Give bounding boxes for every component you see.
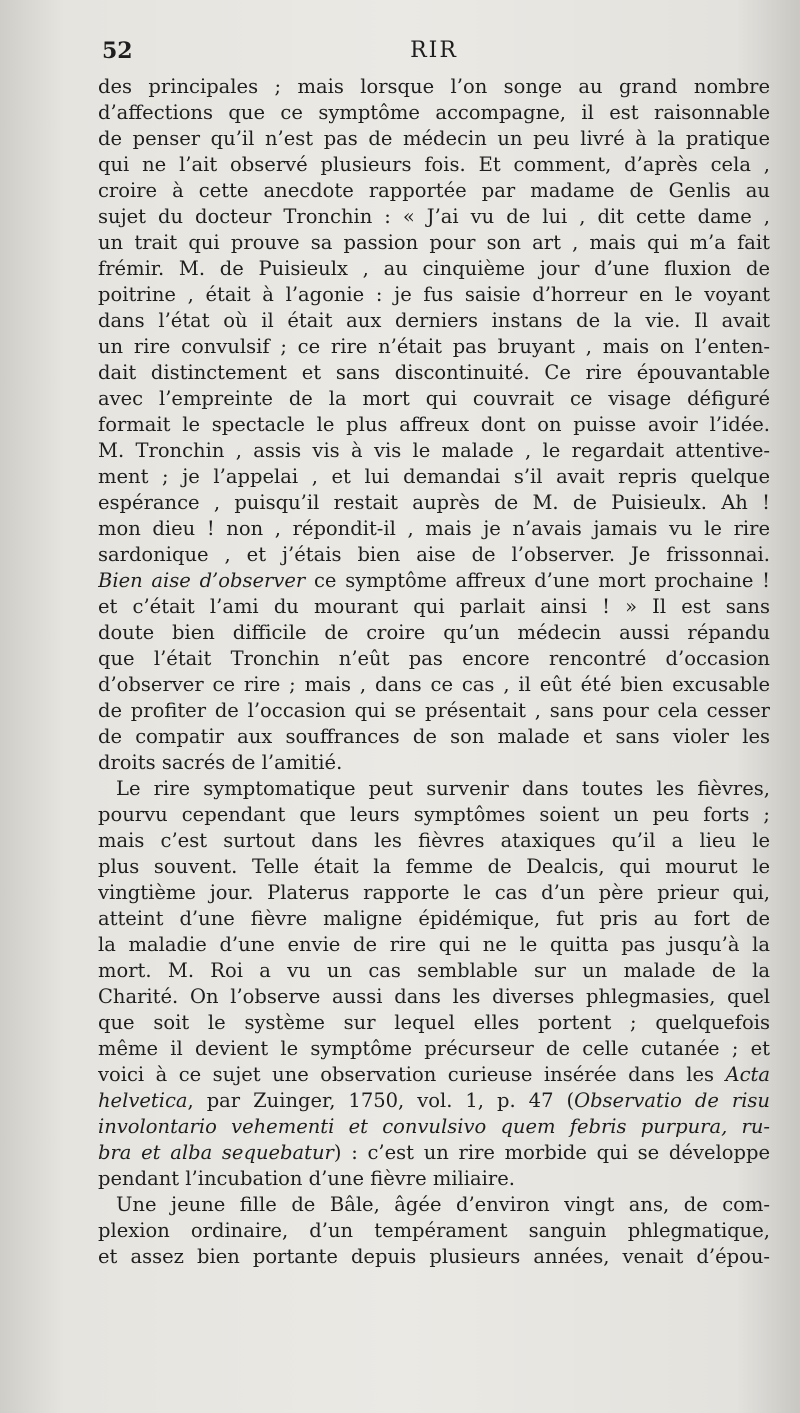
text-line: doute bien difficile de croire qu’un médecin aussi répandu bbox=[98, 621, 770, 644]
text-line: espérance , puisqu’il restait auprès de M. de Puisieulx. Ah ! bbox=[98, 491, 770, 514]
text-line: mon dieu ! non , répondit-il , mais je n’avais jamais vu le rire bbox=[98, 517, 770, 540]
text-line: que soit le système sur lequel elles portent ; quelquefois bbox=[98, 1011, 770, 1034]
text-line: dans l’état où il était aux derniers instans de la vie. Il avait bbox=[98, 309, 770, 332]
text-line: croire à cette anecdote rapportée par madame de Genlis au bbox=[98, 179, 770, 202]
italic-phrase: Observatio de risu bbox=[574, 1089, 770, 1112]
text-line: mais c’est surtout dans les fièvres ataxiques qu’il a lieu le bbox=[98, 829, 770, 852]
text-line: ment ; je l’appelai , et lui demandai s’il avait repris quelque bbox=[98, 465, 770, 488]
text-line: M. Tronchin , assis vis à vis le malade , le regardait attentive- bbox=[98, 439, 770, 462]
text-line: avec l’empreinte de la mort qui couvrait ce visage défiguré bbox=[98, 387, 770, 410]
body-text bbox=[98, 74, 770, 1270]
text-line: d’affections que ce symptôme accompagne, il est raisonnable bbox=[98, 101, 770, 124]
text-line: frémir. M. de Puisieulx , au cinquième jour d’une fluxion de bbox=[98, 257, 770, 280]
text-line: pendant l’incubation d’une fièvre miliaire. bbox=[98, 1167, 515, 1190]
text-line: sujet du docteur Tronchin : « J’ai vu de lui , dit cette dame , bbox=[98, 205, 770, 228]
text-line: poitrine , était à l’agonie : je fus saisie d’horreur en le voyant bbox=[98, 283, 770, 306]
text-line: bra et alba sequebatur) : c’est un rire morbide qui se développe bbox=[98, 1141, 770, 1164]
italic-phrase: involontario vehementi et convulsivo quem febris purpura, ru- bbox=[98, 1115, 770, 1138]
text-line: Charité. On l’observe aussi dans les diverses phlegmasies, quel bbox=[98, 985, 770, 1008]
running-head bbox=[98, 38, 770, 74]
text-line: de compatir aux souffrances de son malade et sans violer les bbox=[98, 725, 770, 748]
text-line bbox=[98, 1114, 770, 1140]
text-line: mort. M. Roi a vu un cas semblable sur un malade de la bbox=[98, 959, 770, 982]
text-line: helvetica, par Zuinger, 1750, vol. 1, p. 47 (Observatio de risu bbox=[98, 1089, 770, 1112]
italic-phrase: helvetica bbox=[98, 1089, 188, 1112]
text-line: qui ne l’ait observé plusieurs fois. Et comment, d’après cela , bbox=[98, 153, 770, 176]
text-line: un rire convulsif ; ce rire n’était pas bruyant , mais on l’enten- bbox=[98, 335, 770, 358]
text-line: et assez bien portante depuis plusieurs années, venait d’épou- bbox=[98, 1245, 770, 1268]
italic-phrase: Bien aise d’observer bbox=[98, 569, 306, 592]
page-number: 52 bbox=[102, 38, 133, 64]
running-head-title: RIR bbox=[410, 38, 458, 63]
text-line: que l’était Tronchin n’eût pas encore rencontré d’occasion bbox=[98, 647, 770, 670]
text-line: Le rire symptomatique peut survenir dans toutes les fièvres, bbox=[116, 777, 770, 800]
text-line: même il devient le symptôme précurseur de celle cutanée ; et bbox=[98, 1037, 770, 1060]
text-line: plexion ordinaire, d’un tempérament sanguin phlegmatique, bbox=[98, 1219, 770, 1242]
text-line: formait le spectacle le plus affreux dont on puisse avoir l’idée. bbox=[98, 413, 770, 436]
text-line: voici à ce sujet une observation curieuse insérée dans les Acta bbox=[98, 1063, 770, 1086]
text-line: et c’était l’ami du mourant qui parlait ainsi ! » Il est sans bbox=[98, 595, 770, 618]
text-line: de penser qu’il n’est pas de médecin un peu livré à la pratique bbox=[98, 127, 770, 150]
text-line: plus souvent. Telle était la femme de Dealcis, qui mourut le bbox=[98, 855, 770, 878]
text-line: Bien aise d’observer ce symptôme affreux d’une mort prochaine ! bbox=[98, 569, 770, 592]
text-line: droits sacrés de l’amitié. bbox=[98, 751, 343, 774]
text-line: Une jeune fille de Bâle, âgée d’environ vingt ans, de com- bbox=[116, 1193, 770, 1216]
text-line: vingtième jour. Platerus rapporte le cas d’un père prieur qui, bbox=[98, 881, 770, 904]
text-line: la maladie d’une envie de rire qui ne le quitta pas jusqu’à la bbox=[98, 933, 770, 956]
text-line: des principales ; mais lorsque l’on songe au grand nombre bbox=[98, 75, 770, 98]
text-line: dait distinctement et sans discontinuité. Ce rire épouvantable bbox=[98, 361, 770, 384]
italic-phrase: Acta bbox=[725, 1063, 770, 1086]
text-line: pourvu cependant que leurs symptômes soient un peu forts ; bbox=[98, 803, 770, 826]
text-line: d’observer ce rire ; mais , dans ce cas , il eût été bien excusable bbox=[98, 673, 770, 696]
italic-phrase: bra et alba sequebatur bbox=[98, 1141, 334, 1164]
text-line: atteint d’une fièvre maligne épidémique, fut pris au fort de bbox=[98, 907, 770, 930]
text-line: sardonique , et j’étais bien aise de l’observer. Je frissonnai. bbox=[98, 543, 770, 566]
text-line: un trait qui prouve sa passion pour son art , mais qui m’a fait bbox=[98, 231, 770, 254]
text-line: de profiter de l’occasion qui se présentait , sans pour cela cesser bbox=[98, 699, 770, 722]
